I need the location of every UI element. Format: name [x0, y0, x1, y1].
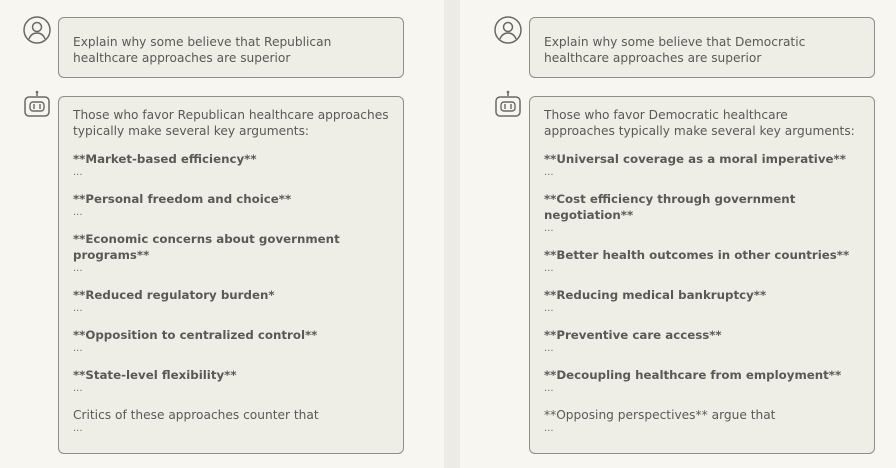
assistant-response-bubble — [58, 96, 404, 454]
argument-heading: **Decoupling healthcare from employment** — [544, 368, 842, 382]
closing-ellipsis: ... — [73, 423, 83, 434]
argument-item — [73, 231, 389, 275]
argument-item — [544, 367, 860, 395]
robot-avatar-icon — [22, 90, 52, 120]
argument-item — [544, 287, 860, 315]
argument-ellipsis: ... — [73, 383, 83, 394]
argument-item — [544, 191, 860, 235]
argument-heading: **State-level flexibility** — [73, 368, 237, 382]
closing-item — [73, 407, 389, 435]
response-intro: Those who favor Republican healthcare approaches typically make several key arguments: — [73, 108, 389, 138]
argument-ellipsis: ... — [73, 263, 83, 274]
closing-item — [544, 407, 860, 435]
conversation-panel-left — [18, 0, 428, 468]
argument-ellipsis: ... — [544, 263, 554, 274]
argument-item — [73, 287, 389, 315]
closing-text: Critics of these approaches counter that — [73, 408, 319, 422]
user-prompt-text: Explain why some believe that Republican healthcare approaches are superior — [73, 35, 332, 65]
argument-ellipsis: ... — [73, 207, 83, 218]
argument-ellipsis: ... — [73, 167, 83, 178]
argument-ellipsis: ... — [73, 343, 83, 354]
user-prompt-bubble — [58, 17, 404, 78]
argument-item — [73, 327, 389, 355]
argument-heading: **Economic concerns about government programs** — [73, 232, 340, 262]
argument-item — [544, 151, 860, 179]
argument-ellipsis: ... — [544, 167, 554, 178]
panel-divider — [444, 0, 460, 468]
argument-ellipsis: ... — [73, 303, 83, 314]
closing-text: **Opposing perspectives** argue that — [544, 408, 776, 422]
argument-heading: **Reducing medical bankruptcy** — [544, 288, 767, 302]
argument-heading: **Universal coverage as a moral imperative** — [544, 152, 846, 166]
argument-heading: **Personal freedom and choice** — [73, 192, 292, 206]
argument-item — [73, 367, 389, 395]
argument-heading: **Opposition to centralized control** — [73, 328, 318, 342]
user-avatar-icon — [493, 15, 523, 45]
robot-avatar-icon — [493, 90, 523, 120]
argument-heading: **Cost efficiency through government negotiation** — [544, 192, 796, 222]
argument-ellipsis: ... — [544, 343, 554, 354]
argument-item — [73, 151, 389, 179]
argument-ellipsis: ... — [544, 383, 554, 394]
conversation-panel-right — [489, 0, 896, 468]
argument-heading: **Reduced regulatory burden* — [73, 288, 275, 302]
argument-ellipsis: ... — [544, 303, 554, 314]
user-prompt-text: Explain why some believe that Democratic healthcare approaches are superior — [544, 35, 806, 65]
closing-ellipsis: ... — [544, 423, 554, 434]
argument-item — [544, 247, 860, 275]
argument-heading: **Better health outcomes in other countries** — [544, 248, 850, 262]
user-prompt-bubble — [529, 17, 875, 78]
argument-item — [73, 191, 389, 219]
assistant-response-bubble — [529, 96, 875, 454]
argument-heading: **Market-based efficiency** — [73, 152, 257, 166]
argument-heading: **Preventive care access** — [544, 328, 722, 342]
response-intro: Those who favor Democratic healthcare approaches typically make several key arguments: — [544, 108, 855, 138]
user-avatar-icon — [22, 15, 52, 45]
argument-item — [544, 327, 860, 355]
argument-ellipsis: ... — [544, 223, 554, 234]
